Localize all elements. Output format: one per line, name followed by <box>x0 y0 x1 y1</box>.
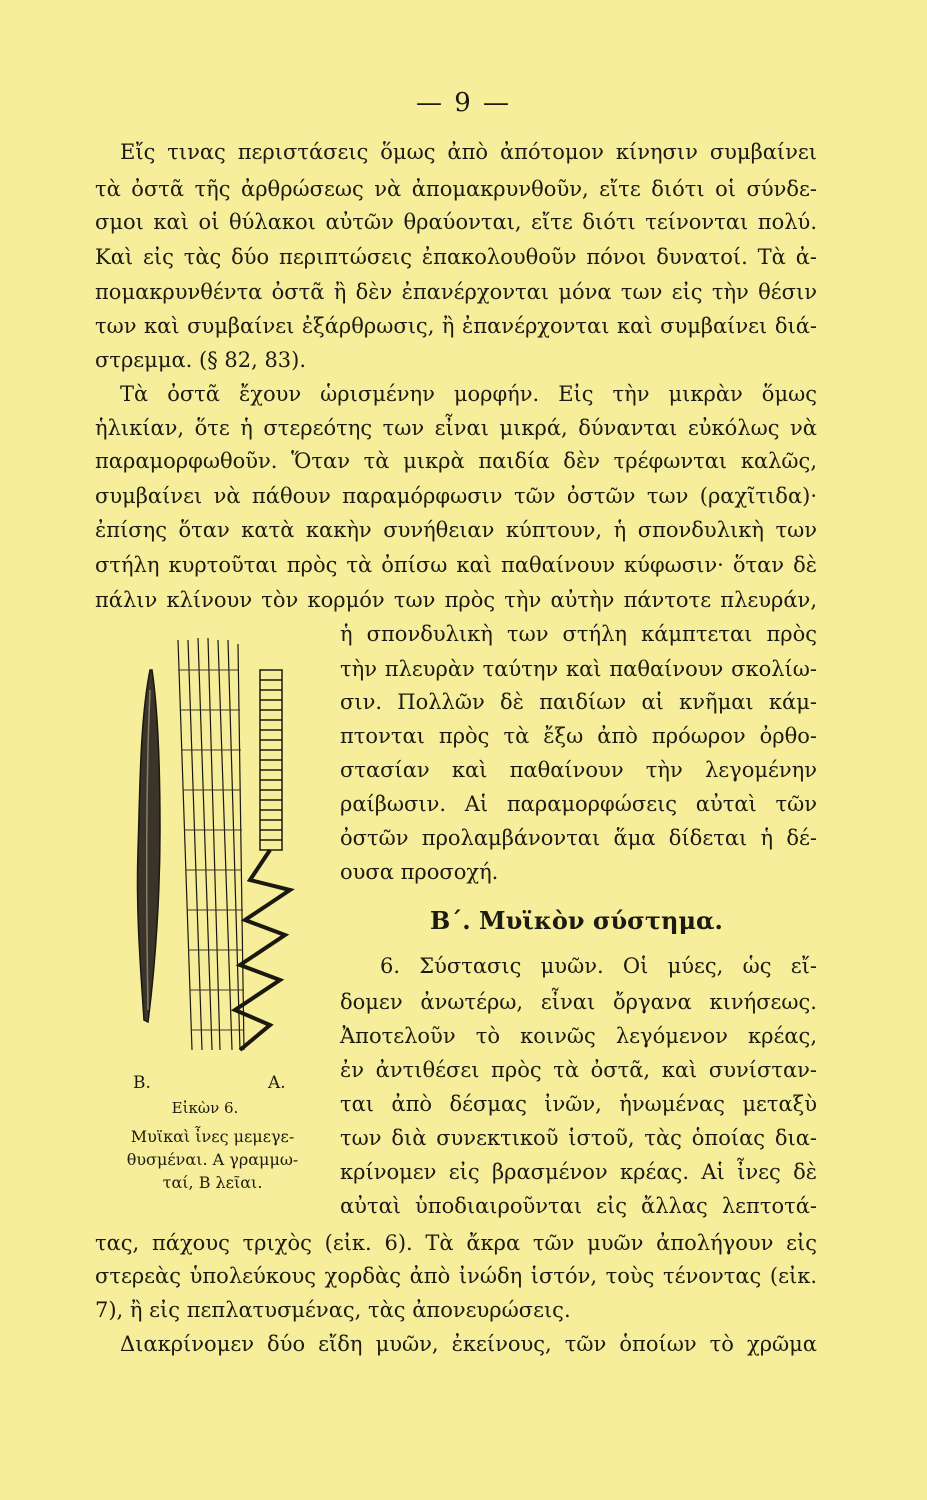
text-line: ραίβωσιν. Αἱ παραμορφώσεις αὐταὶ τῶν <box>340 792 817 816</box>
text-line: ουσα προσοχή. <box>340 860 499 884</box>
muscle-fibers-illustration <box>120 630 310 1060</box>
text-line: στρεμμα. (§ 82, 83). <box>95 348 307 372</box>
text-line: των καὶ συμβαίνει ἐξάρθρωσις, ἢ ἐπανέρχονται καὶ συμβαίνει διά- <box>95 314 817 338</box>
section-heading: Β΄. Μυϊκὸν σύστημα. <box>430 906 723 935</box>
text-line: ἐπίσης ὅταν κατὰ κακὴν συνήθειαν κύπτουν, ἡ σπονδυλικὴ των <box>95 518 817 542</box>
figure-caption-line: θυσμέναι. Α γραμμω- <box>126 1150 299 1169</box>
figure-label-a: Α. <box>268 1073 286 1093</box>
text-line: ται ἀπὸ δέσμας ἰνῶν, ἡνωμένας μεταξὺ <box>340 1092 817 1116</box>
text-line: σιν. Πολλῶν δὲ παιδίων αἱ κνῆμαι κάμ- <box>340 690 817 714</box>
text-line: σμοι καὶ οἱ θύλακοι αὐτῶν θραύονται, εἴτε διότι τείνονται πολύ. <box>95 210 817 234</box>
text-line: Διακρίνομεν δύο εἴδη μυῶν, ἐκείνους, τῶν ὁποίων τὸ χρῶμα <box>120 1332 817 1356</box>
figure-caption-line: Μυϊκαὶ ἶνες μεμεγε- <box>130 1127 295 1146</box>
text-line: Τὰ ὀστᾶ ἔχουν ὡρισμένην μορφήν. Εἰς τὴν μικρὰν ὅμως <box>120 382 817 406</box>
text-line: τὰ ὀστᾶ τῆς ἀρθρώσεως νὰ ἀπομακρυνθοῦν, εἴτε διότι οἱ σύνδε- <box>95 177 817 201</box>
text-line: Ἀποτελοῦν τὸ κοινῶς λεγόμενον κρέας, <box>340 1024 817 1048</box>
text-line: στασίαν καὶ παθαίνουν τὴν λεγομένην <box>340 758 817 782</box>
figure-label-b: Β. <box>133 1073 151 1093</box>
text-line: τὴν πλευρὰν ταύτην καὶ παθαίνουν σκολίω- <box>340 657 817 681</box>
figure-number: Εἰκὼν 6. <box>171 1099 239 1117</box>
text-line: ἡ σπονδυλικὴ των στήλη κάμπτεται πρὸς <box>340 622 817 646</box>
text-line: τας, πάχους τριχὸς (εἰκ. 6). Τὰ ἄκρα τῶν μυῶν ἀπολήγουν εἰς <box>95 1231 817 1255</box>
page-number: — 9 — <box>415 88 512 118</box>
text-line: παραμορφωθοῦν. Ὅταν τὰ μικρὰ παιδία δὲν τρέφωνται καλῶς, <box>95 449 817 473</box>
figure-caption-line: ταί, Β λεῖαι. <box>162 1173 263 1192</box>
text-line: 6. Σύστασις μυῶν. Οἱ μύες, ὡς εἴ- <box>380 954 817 978</box>
text-line: των διὰ συνεκτικοῦ ἱστοῦ, τὰς ὁποίας δια- <box>340 1126 817 1150</box>
text-line: πάλιν κλίνουν τὸν κορμόν των πρὸς τὴν αὐτὴν πάντοτε πλευράν, <box>95 588 817 612</box>
text-line: 7), ἢ εἰς πεπλατυσμένας, τὰς ἀπονευρώσεις. <box>95 1298 571 1322</box>
text-line: στήλη κυρτοῦται πρὸς τὰ ὀπίσω καὶ παθαίνουν κύφωσιν· ὅταν δὲ <box>95 553 817 577</box>
text-line: Καὶ εἰς τὰς δύο περιπτώσεις ἐπακολουθοῦν πόνοι δυνατοί. Τὰ ἀ- <box>95 245 817 269</box>
text-line: πτονται πρὸς τὰ ἔξω ἀπὸ πρόωρον ὀρθο- <box>340 724 817 748</box>
text-line: κρίνομεν εἰς βρασμένον κρέας. Αἱ ἶνες δὲ <box>340 1160 817 1184</box>
text-line: ἡλικίαν, ὅτε ἡ στερεότης των εἶναι μικρά, δύνανται εὐκόλως νὰ <box>95 416 817 440</box>
text-line: ὀστῶν προλαμβάνονται ἅμα δίδεται ἡ δέ- <box>340 826 817 850</box>
text-line: συμβαίνει νὰ πάθουν παραμόρφωσιν τῶν ὀστῶν των (ραχῖτιδα)· <box>95 484 817 508</box>
text-line: δομεν ἀνωτέρω, εἶναι ὄργανα κινήσεως. <box>340 990 817 1014</box>
text-line: στερεὰς ὑπολεύκους χορδὰς ἀπὸ ἰνώδη ἱστόν, τοὺς τένοντας (εἰκ. <box>95 1264 817 1288</box>
text-line: Εἴς τινας περιστάσεις ὅμως ἀπὸ ἀπότομον κίνησιν συμβαίνει <box>120 140 817 164</box>
text-line: αὐταὶ ὑποδιαιροῦνται εἰς ἄλλας λεπτοτά- <box>340 1194 817 1218</box>
text-line: πομακρυνθέντα ὀστᾶ ἢ δὲν ἐπανέρχονται μόνα των εἰς τὴν θέσιν <box>95 280 817 304</box>
text-line: ἐν ἀντιθέσει πρὸς τὰ ὀστᾶ, καὶ συνίσταν- <box>340 1058 817 1082</box>
